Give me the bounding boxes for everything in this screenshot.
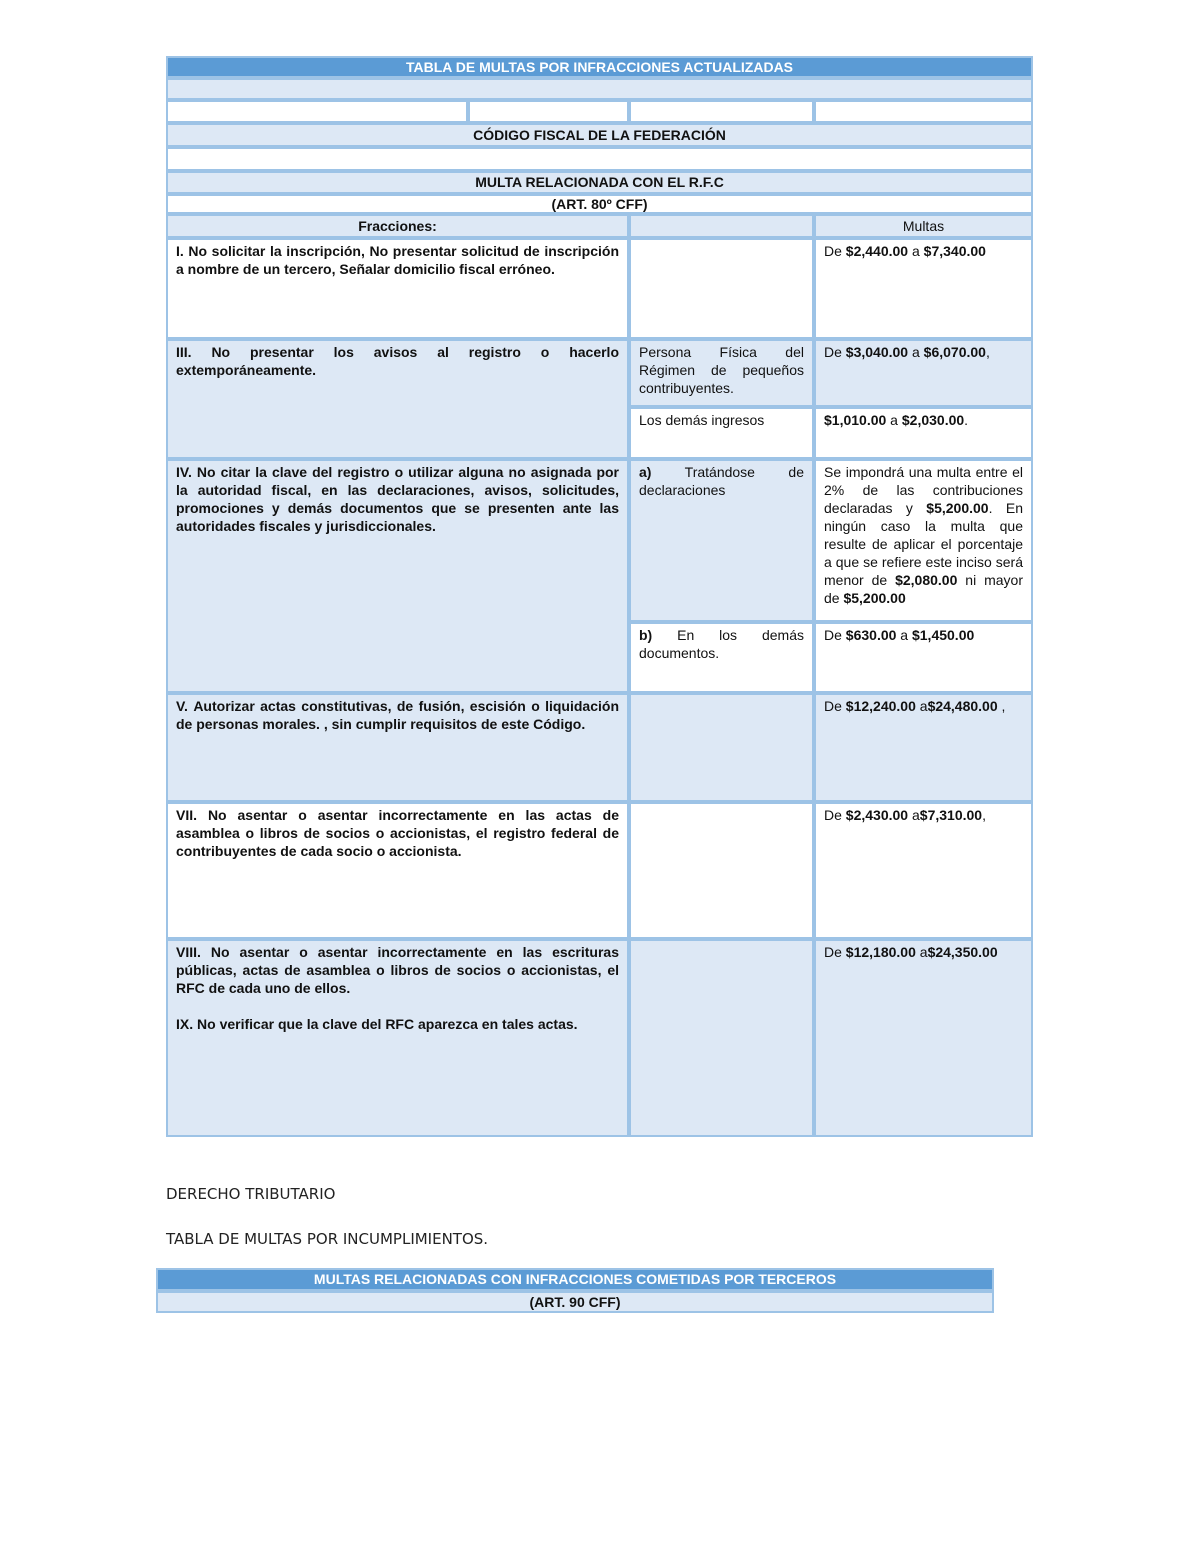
row-8-middle xyxy=(629,939,814,1137)
fine-max: $1,450.00 xyxy=(911,627,975,643)
fraction-text: No solicitar la inscripción, No presentar solicitud de inscripción a nombre de un tercero, Señalar domicilio fiscal erróneo. xyxy=(176,243,620,277)
fine-text: . En ningún caso la multa que resulte de aplicar el porcentaje a que se refiere este inciso será menor de xyxy=(824,500,1023,588)
fraction-row-1 xyxy=(166,238,629,339)
col-header-fracciones: Fracciones: xyxy=(166,214,629,238)
fine-text: Se impondrá una multa entre el 2% de las contribuciones declaradas y xyxy=(824,464,1023,516)
empty-cell-2 xyxy=(468,100,629,123)
fine-row-3-sub2 xyxy=(814,407,1033,459)
fine-sep: a xyxy=(886,412,902,428)
fraction-row-3 xyxy=(166,339,629,459)
sub-label: Tratándose de declaraciones xyxy=(639,464,804,498)
fine-max: $24,480.00 xyxy=(927,698,998,714)
fraction-text: No presentar los avisos al registro o hacerlo extemporáneamente. xyxy=(176,344,619,378)
heading-derecho-tributario: DERECHO TRIBUTARIO xyxy=(166,1185,336,1203)
fine-row-8 xyxy=(814,939,1033,1137)
row-1-middle xyxy=(629,238,814,339)
fine-row-7 xyxy=(814,802,1033,939)
empty-cell-3 xyxy=(629,100,814,123)
main-table-title: TABLA DE MULTAS POR INFRACCIONES ACTUALIZADAS xyxy=(166,56,1033,78)
col-header-blank xyxy=(629,214,814,238)
fine-min: $2,440.00 xyxy=(845,243,909,259)
fraction-number: III. xyxy=(176,344,192,360)
second-table-article: (ART. 90 CFF) xyxy=(156,1291,994,1313)
fine-sep: a xyxy=(915,698,928,714)
fraction-number: V. xyxy=(176,698,188,714)
fine-min: $12,240.00 xyxy=(845,698,916,714)
fraction-row-5 xyxy=(166,693,629,802)
fine-min: $12,180.00 xyxy=(845,944,916,960)
fine-max: $7,310.00 xyxy=(919,807,983,823)
fine-prefix: De xyxy=(824,243,846,259)
fine-prefix: De xyxy=(824,807,846,823)
second-table-title: MULTAS RELACIONADAS CON INFRACCIONES COMETIDAS POR TERCEROS xyxy=(156,1268,994,1291)
fraction-text: No asentar o asentar incorrectamente en las escrituras públicas, actas de asamblea o libros de socios o accionistas, el RFC de cada uno de ellos. xyxy=(176,944,619,996)
fraction-number: VII. xyxy=(176,807,198,823)
row-5-middle xyxy=(629,693,814,802)
fraction-row-4 xyxy=(166,459,629,693)
fine-prefix: De xyxy=(824,344,846,360)
row-7-middle xyxy=(629,802,814,939)
fraction-number: IX. xyxy=(176,1016,194,1032)
fine-row-1 xyxy=(814,238,1033,339)
fraction-row-8 xyxy=(166,939,629,1137)
fine-max: $7,340.00 xyxy=(923,243,986,259)
fine-value: $2,080.00 xyxy=(895,572,958,588)
fine-sep: a xyxy=(908,243,924,259)
row-4-sub-b-label xyxy=(629,622,814,693)
fine-suffix: , xyxy=(982,807,986,823)
fine-suffix: . xyxy=(964,412,969,428)
row-3-sub2-label: Los demás ingresos xyxy=(629,407,814,459)
fine-sep: a xyxy=(896,627,912,643)
blank-row-2 xyxy=(166,147,1033,171)
blank-row xyxy=(166,78,1033,100)
fine-max: $2,030.00 xyxy=(901,412,965,428)
fraction-text: No citar la clave del registro o utilizar alguna no asignada por la autoridad fiscal, en las declaraciones, avisos, solicitudes, promociones y demás documentos que se presenten ante las autoridades fiscales y jurisdiccionales. xyxy=(176,464,619,534)
fine-row-4-sub-a xyxy=(814,459,1033,622)
fine-min: $630.00 xyxy=(845,627,897,643)
fine-text: ni mayor de xyxy=(824,572,1023,606)
fraction-text: No asentar o asentar incorrectamente en las actas de asamblea o libros de socios o accionistas, el registro federal de contribuyentes de cada socio o accionista. xyxy=(176,807,619,859)
fine-sep: a xyxy=(908,807,920,823)
sub-letter: a) xyxy=(639,464,652,480)
fine-min: $2,430.00 xyxy=(845,807,909,823)
fine-row-4-sub-b xyxy=(814,622,1033,693)
row-3-sub1-label: Persona Física del Régimen de pequeños contribuyentes. xyxy=(629,339,814,407)
sub-label: En los demás documentos. xyxy=(639,627,804,661)
fine-prefix: De xyxy=(824,698,846,714)
col-header-multas: Multas xyxy=(814,214,1033,238)
fine-prefix: De xyxy=(824,627,846,643)
fine-value: $5,200.00 xyxy=(926,500,989,516)
fine-suffix: , xyxy=(997,698,1006,714)
empty-cell-4 xyxy=(814,100,1033,123)
fine-suffix: , xyxy=(985,344,990,360)
fraction-text: No verificar que la clave del RFC aparezca en tales actas. xyxy=(197,1016,578,1032)
row-4-sub-a-label xyxy=(629,459,814,622)
empty-cell-1 xyxy=(166,100,468,123)
fine-row-3-sub1 xyxy=(814,339,1033,407)
fine-min: $1,010.00 xyxy=(824,412,887,428)
fraction-number: VIII. xyxy=(176,944,201,960)
fine-prefix: De xyxy=(824,944,846,960)
fine-max: $6,070.00 xyxy=(923,344,986,360)
fine-value: $5,200.00 xyxy=(843,590,906,606)
fraction-number: I. xyxy=(176,243,184,259)
fine-sep: a xyxy=(908,344,924,360)
heading-tabla-incumplimientos: TABLA DE MULTAS POR INCUMPLIMIENTOS. xyxy=(166,1230,489,1248)
fine-row-5 xyxy=(814,693,1033,802)
article-reference: (ART. 80º CFF) xyxy=(166,194,1033,214)
subsection-title: MULTA RELACIONADA CON EL R.F.C xyxy=(166,171,1033,194)
fraction-text: Autorizar actas constitutivas, de fusión, escisión o liquidación de personas morales. , sin cumplir requisitos de este Código. xyxy=(176,698,619,732)
fine-sep: a xyxy=(915,944,928,960)
sub-letter: b) xyxy=(639,627,653,643)
fine-max: $24,350.00 xyxy=(927,944,998,960)
fraction-number: IV. xyxy=(176,464,192,480)
fine-min: $3,040.00 xyxy=(845,344,909,360)
section-title: CÓDIGO FISCAL DE LA FEDERACIÓN xyxy=(166,123,1033,147)
fraction-9 xyxy=(176,1015,619,1033)
fraction-row-7 xyxy=(166,802,629,939)
fraction-8 xyxy=(176,943,619,997)
